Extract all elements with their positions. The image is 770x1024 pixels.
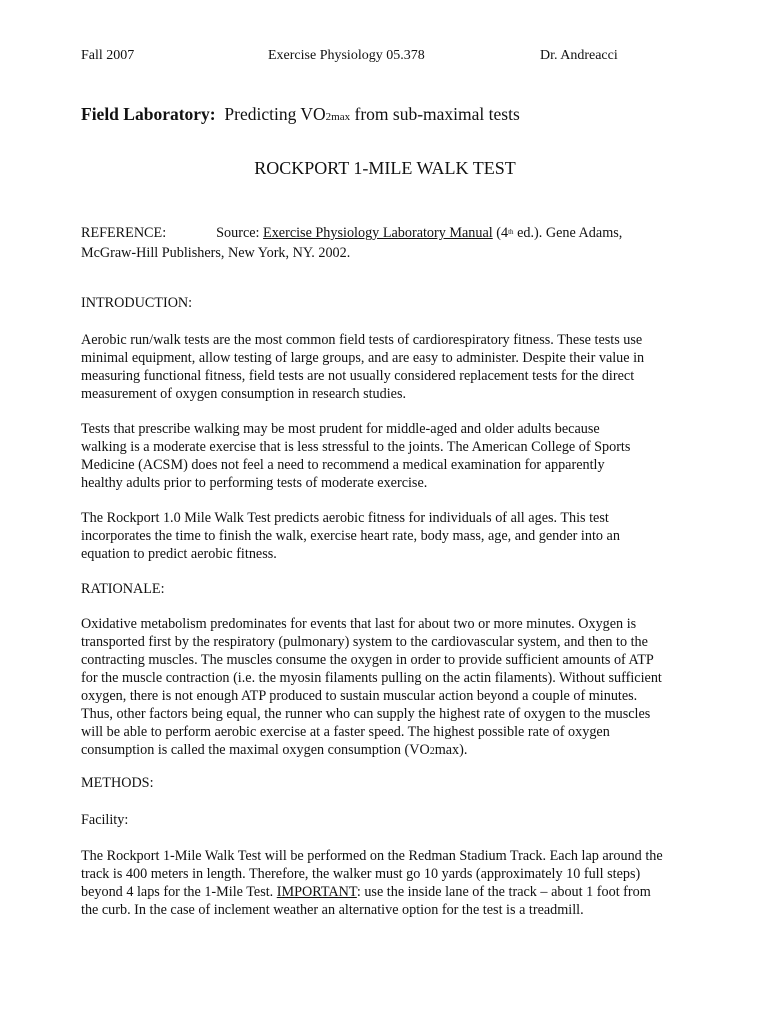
header-course: Exercise Physiology 05.378	[268, 48, 425, 63]
methods-line3-end: : use the inside lane of the track – about 1 foot from	[356, 884, 651, 900]
lab-title-text-end: from sub-maximal tests	[350, 104, 520, 124]
paragraph-line: measuring functional fitness, field tests are not usually considered replacement tests for the direct	[81, 368, 635, 384]
paragraph-line: for the muscle contraction (i.e. the myosin filaments pulling on the actin filaments). Without sufficient	[81, 670, 662, 686]
header-instructor: Dr. Andreacci	[540, 48, 618, 63]
lab-title-subscript: 2max	[325, 111, 351, 123]
rationale-last-line: consumption is called the maximal oxygen consumption (VO	[81, 742, 430, 758]
paragraph-line: contracting muscles. The muscles consume the oxygen in order to provide sufficient amounts of ATP	[81, 652, 654, 668]
paragraph-line: the curb. In the case of inclement weather an alternative option for the test is a treadmill.	[81, 902, 584, 918]
reference-edition-rest: ed.). Gene Adams,	[513, 225, 623, 241]
reference-line-2: McGraw-Hill Publishers, New York, NY. 2002.	[81, 245, 351, 261]
methods-heading: METHODS:	[81, 775, 154, 791]
lab-title	[81, 104, 520, 125]
introduction-paragraph-1	[81, 331, 711, 403]
paragraph-line	[81, 741, 711, 761]
paragraph-line: healthy adults prior to performing tests of moderate exercise.	[81, 475, 428, 491]
facility-subheading: Facility:	[81, 812, 129, 828]
rationale-paragraph	[81, 615, 711, 761]
paragraph-line: Oxidative metabolism predominates for events that last for about two or more minutes. Oxygen is	[81, 616, 637, 632]
paragraph-line	[81, 883, 711, 901]
methods-paragraph	[81, 847, 711, 919]
paragraph-line: track is 400 meters in length. Therefore, the walker must go 10 yards (approximately 10 full steps)	[81, 866, 641, 882]
paragraph-line: equation to predict aerobic fitness.	[81, 546, 277, 562]
reference-source-prefix: Source:	[216, 225, 264, 241]
paragraph-line: The Rockport 1.0 Mile Walk Test predicts aerobic fitness for individuals of all ages. This test	[81, 510, 609, 526]
reference-book-title: Exercise Physiology Laboratory Manual	[263, 225, 493, 241]
important-label: IMPORTANT	[276, 884, 357, 900]
paragraph-line: Aerobic run/walk tests are the most common field tests of cardiorespiratory fitness. These tests use	[81, 332, 643, 348]
reference-label: REFERENCE:	[81, 225, 167, 241]
paragraph-line: walking is a moderate exercise that is less stressful to the joints. The American College of Sports	[81, 439, 631, 455]
paragraph-line: oxygen, there is not enough ATP produced to sustain muscular action beyond a couple of minutes.	[81, 688, 638, 704]
introduction-paragraph-3	[81, 509, 711, 563]
paragraph-line: Tests that prescribe walking may be most prudent for middle-aged and older adults because	[81, 421, 600, 437]
paragraph-line: measurement of oxygen consumption in research studies.	[81, 386, 407, 402]
paragraph-line: incorporates the time to finish the walk, exercise heart rate, body mass, age, and gender into an	[81, 528, 620, 544]
paragraph-line: The Rockport 1-Mile Walk Test will be performed on the Redman Stadium Track. Each lap around the	[81, 848, 663, 864]
rationale-last-line-end: max).	[434, 742, 468, 758]
introduction-heading: INTRODUCTION:	[81, 295, 193, 311]
rationale-heading: RATIONALE:	[81, 581, 165, 597]
header-term: Fall 2007	[81, 48, 135, 63]
lab-title-label: Field Laboratory:	[81, 104, 216, 124]
page-title: ROCKPORT 1-MILE WALK TEST	[254, 158, 516, 178]
introduction-paragraph-2	[81, 420, 711, 492]
reference-section	[81, 224, 711, 262]
paragraph-line: will be able to perform aerobic exercise at a faster speed. The highest possible rate of oxygen	[81, 724, 610, 740]
rationale-subscript: 2	[429, 746, 435, 757]
paragraph-line: Medicine (ACSM) does not feel a need to recommend a medical examination for apparently	[81, 457, 605, 473]
lab-title-text: Predicting VO	[224, 104, 326, 124]
reference-edition-open: (4	[492, 225, 509, 241]
paragraph-line: minimal equipment, allow testing of large groups, and are easy to administer. Despite their value in	[81, 350, 645, 366]
reference-edition-sup: th	[508, 228, 514, 236]
methods-line3-start: beyond 4 laps for the 1-Mile Test.	[81, 884, 277, 900]
paragraph-line: Thus, other factors being equal, the runner who can supply the highest rate of oxygen to the muscles	[81, 706, 651, 722]
paragraph-line: transported first by the respiratory (pulmonary) system to the cardiovascular system, and then to the	[81, 634, 648, 650]
